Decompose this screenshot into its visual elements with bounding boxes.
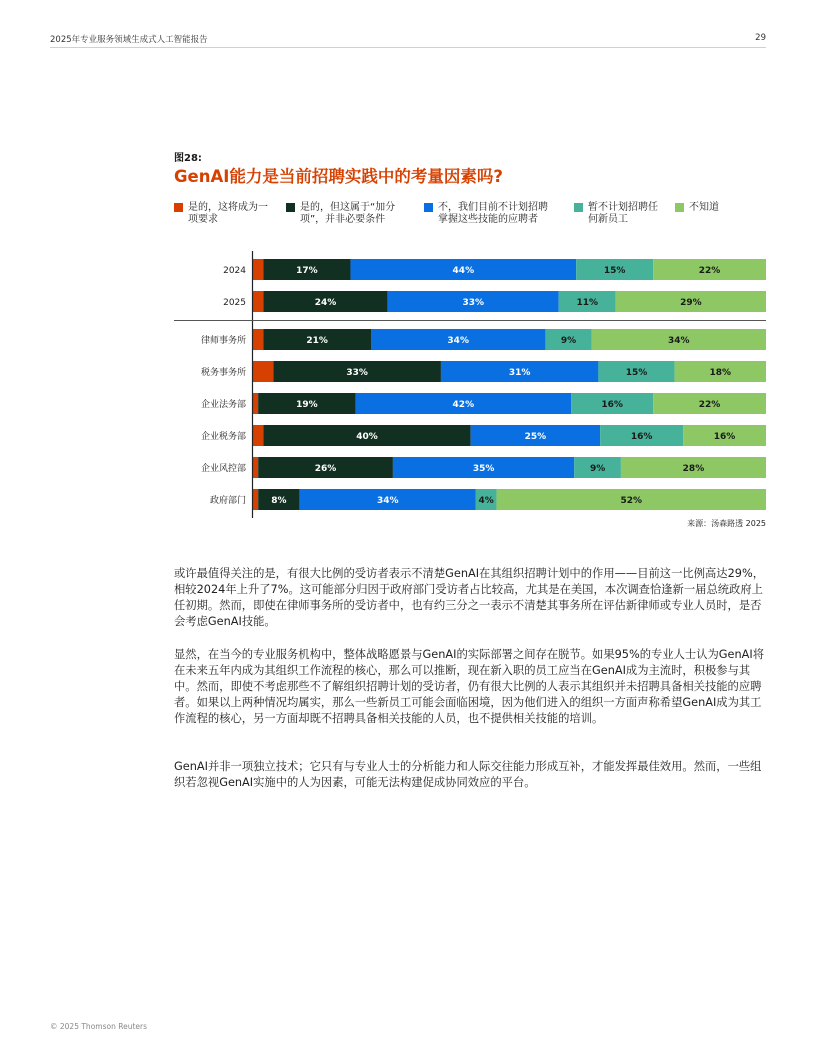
data-label: 28% <box>682 464 705 474</box>
bar-segment <box>253 329 263 350</box>
legend-label: 是的，但这属于“加分项”，并非必要条件 <box>300 202 396 225</box>
data-label: 16% <box>601 400 623 410</box>
data-label: 40% <box>356 432 378 442</box>
data-label: 15% <box>625 368 648 378</box>
legend-label: 暂不计划招聘任何新员工 <box>588 202 658 225</box>
bar-segment <box>253 457 258 478</box>
category-label: 2025 <box>223 298 246 308</box>
data-label: 21% <box>306 336 328 346</box>
data-label: 16% <box>630 432 653 442</box>
legend-label: 是的，这将成为一项要求 <box>188 202 268 225</box>
category-label: 政府部门 <box>209 496 246 506</box>
data-label: 34% <box>376 496 399 506</box>
figure-title: GenAI能力是当前招聘实践中的考量因素吗? <box>174 167 503 186</box>
data-label: 26% <box>314 464 337 474</box>
report-title: 2025年专业服务领域生成式人工智能报告 <box>50 35 208 45</box>
data-label: 44% <box>452 266 475 276</box>
data-label: 8% <box>271 496 287 506</box>
data-label: 33% <box>346 368 368 378</box>
category-label: 企业风控部 <box>200 464 246 474</box>
data-label: 18% <box>709 368 732 378</box>
body-paragraph-1: 或许最值得关注的是，有很大比例的受访者表示不清楚GenAI在其组织招聘计划中的作用——目前这一比例高达29%，相较2024年上升了7%。这可能部分归因于政府部门受访者占比较高，尤其是在美国，本次调查恰逢新一届总统政府上任初期。然而，即使在律师事务所的受访者中，也有约三分之一表示不清楚其事务所在评估新律师或专业人员时，是否会考虑GenAI技能。 <box>174 567 764 628</box>
data-label: 29% <box>680 298 702 308</box>
bar-segment <box>253 259 263 280</box>
data-label: 35% <box>472 464 495 474</box>
category-label: 2024 <box>223 266 246 276</box>
data-label: 9% <box>560 336 577 346</box>
data-label: 42% <box>452 400 475 410</box>
data-label: 19% <box>296 400 318 410</box>
data-label: 15% <box>603 266 626 276</box>
legend-label: 不知道 <box>689 202 719 213</box>
category-label: 企业税务部 <box>200 432 246 442</box>
body-paragraph-3: GenAI并非一项独立技术；它只有与专业人士的分析能力和人际交往能力形成互补，才能发挥最佳效用。然而，一些组织若忽视GenAI实施中的人为因素，可能无法构建促成协同效应的平台。 <box>174 760 762 789</box>
body-paragraph-2: 显然，在当今的专业服务机构中，整体战略愿景与GenAI的实际部署之间存在脱节。如果95%的专业人士认为GenAI将在未来五年内成为其组织工作流程的核心，那么可以推断，现在新入职的员工应当在GenAI成为主流时，积极参与其中。然而，即使不考虑那些不了解组织招聘计划的受访者，仍有很大比例的人表示其组织并未招聘具备相关技能的应聘者。如果以上两种情况均属实，那么一些新员工可能会面临困境，因为他们进入的组织一方面声称希望GenAI成为其工作流程的核心，另一方面却既不招聘具备相关技能的人员，也不提供相关技能的培训。 <box>174 648 765 725</box>
data-label: 11% <box>576 298 599 308</box>
category-label: 税务事务所 <box>200 368 246 378</box>
data-label: 22% <box>698 266 721 276</box>
bar-segment <box>253 393 258 414</box>
bar-segment <box>253 361 273 382</box>
data-label: 25% <box>524 432 547 442</box>
bar-segment <box>253 291 263 312</box>
data-label: 34% <box>447 336 469 346</box>
data-label: 4% <box>478 496 494 506</box>
data-label: 9% <box>589 464 606 474</box>
data-label: 24% <box>314 298 337 308</box>
bar-segment <box>253 489 258 510</box>
chart-source: 来源：汤森路透 2025 <box>687 519 766 528</box>
data-label: 22% <box>698 400 721 410</box>
data-label: 17% <box>296 266 318 276</box>
page-number: 29 <box>755 33 766 43</box>
bar-segment <box>253 425 263 446</box>
category-label: 律师事务所 <box>200 336 246 346</box>
data-label: 52% <box>620 496 643 506</box>
figure-label: 图28: <box>174 153 202 164</box>
category-label: 企业法务部 <box>200 400 246 410</box>
footer-copyright: © 2025 Thomson Reuters <box>50 1022 148 1031</box>
data-label: 16% <box>713 432 736 442</box>
data-label: 33% <box>462 298 485 308</box>
data-label: 34% <box>668 336 690 346</box>
legend-label: 不，我们目前不计划招聘掌握这些技能的应聘者 <box>438 202 548 225</box>
data-label: 31% <box>508 368 531 378</box>
